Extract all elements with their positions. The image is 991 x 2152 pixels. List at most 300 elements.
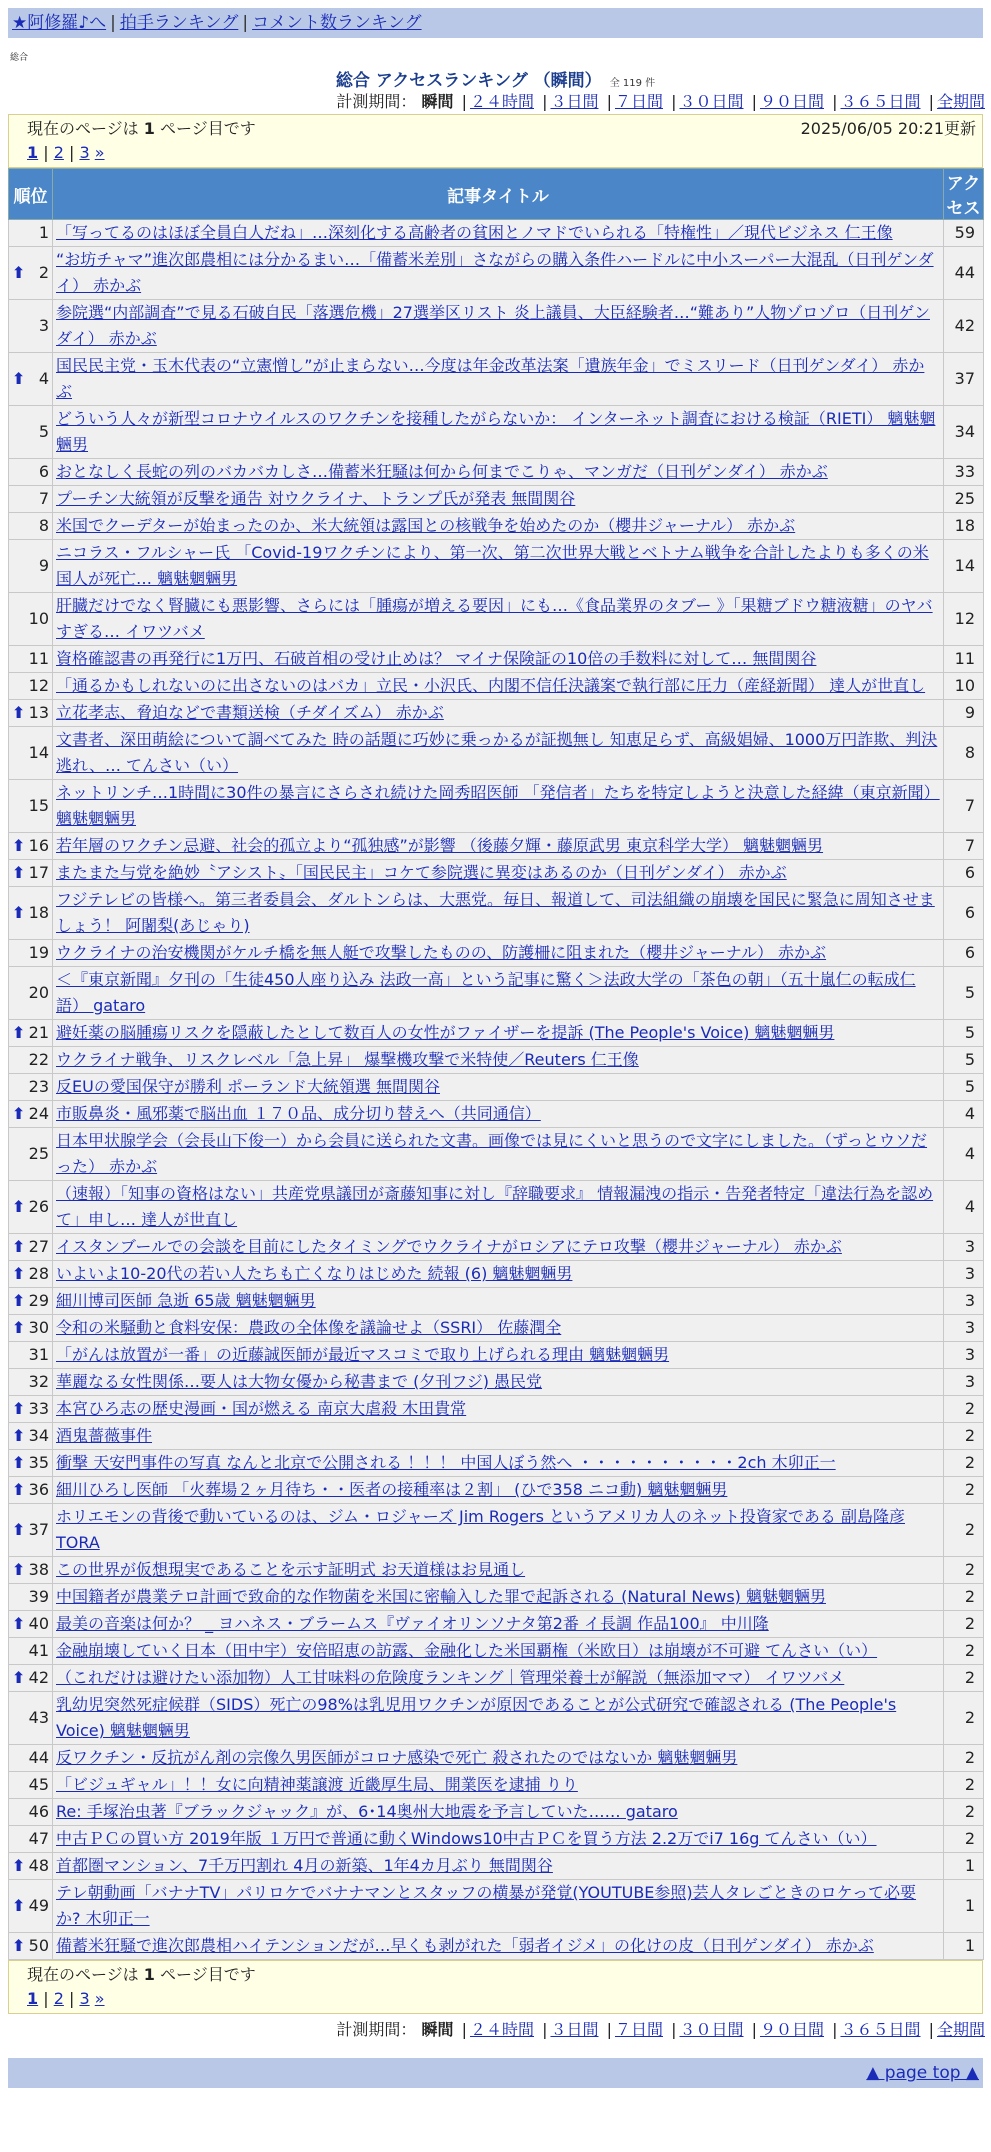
- rank-cell: [9, 300, 53, 353]
- title-cell: [53, 1584, 944, 1611]
- next-page-link[interactable]: »: [94, 1989, 105, 2008]
- access-count: 4: [944, 1101, 984, 1128]
- header-access: アクセス: [944, 169, 984, 220]
- article-title-link[interactable]: プーチン大統領が反撃を通告 対ウクライナ、トランプ氏が発表 無間関谷: [56, 489, 576, 508]
- table-row: [9, 1880, 984, 1933]
- table-row: [9, 1396, 984, 1423]
- rank-cell: [9, 1315, 53, 1342]
- article-title-link[interactable]: ＜『東京新聞』夕刊の「生徒450人座り込み 法政一高」という記事に驚く＞法政大学の「茶色の朝」（五十嵐仁の転成仁語） gataro: [56, 970, 916, 1015]
- article-title-link[interactable]: テレ朝動画「バナナTV」パリロケでバナナマンとスタッフの横暴が発覚(YOUTUBE参照)芸人タレごときのロケって必要か? 木卯正一: [56, 1883, 917, 1928]
- article-title-link[interactable]: 金融崩壊していく日本（田中宇）安倍昭恵の訪露、金融化した米国覇権（米欧日）は崩壊が不可避 てんさい（い）: [56, 1641, 878, 1660]
- rank-cell: [9, 1128, 53, 1181]
- page-link-1[interactable]: 1: [27, 143, 39, 162]
- rank-cell: [9, 1450, 53, 1477]
- article-title-link[interactable]: 最美の音楽は何か？ _ ヨハネス・ブラームス『ヴァイオリンソナタ第2番 イ長調 作品100』 中川隆: [56, 1614, 769, 1633]
- table-row: [9, 1477, 984, 1504]
- rank-number: 25: [28, 1144, 49, 1163]
- title-cell: [53, 540, 944, 593]
- title-cell: [53, 1477, 944, 1504]
- current-page-text: 現在のページは 1 ページ目です: [27, 1965, 256, 1984]
- access-count: 5: [944, 967, 984, 1020]
- rank-cell: [9, 513, 53, 540]
- article-title-link[interactable]: 「通るかもしれないのに出さないのはバカ」立民・小沢氏、内閣不信任決議案で執行部に圧力（産経新聞） 達人が世直し: [56, 676, 926, 695]
- rank-up-arrow-icon: ⬆: [12, 836, 26, 855]
- rank-cell: [9, 1423, 53, 1450]
- rank-cell: [9, 1880, 53, 1933]
- table-row: [9, 727, 984, 780]
- rank-up-arrow-icon: ⬆: [12, 1856, 26, 1875]
- article-title-link[interactable]: 酒鬼薔薇事件: [56, 1426, 153, 1445]
- rank-cell: [9, 593, 53, 646]
- article-title-link[interactable]: 衝撃 天安門事件の写真 なんと北京で公開される ！！！ 中国人ぼう然へ ・・・・・・・・・・2ch 木卯正一: [56, 1453, 836, 1472]
- rank-number: 5: [38, 422, 49, 441]
- table-row: [9, 673, 984, 700]
- title-cell: [53, 406, 944, 459]
- article-title-link[interactable]: 「がんは放置が一番」の近藤誠医師が最近マスコミで取り上げられる理由 魑魅魍魎男: [56, 1345, 670, 1364]
- rank-cell: [9, 700, 53, 727]
- title-cell: [53, 860, 944, 887]
- title-cell: [53, 1665, 944, 1692]
- top-navigation: [8, 8, 983, 38]
- rank-number: 16: [28, 836, 49, 855]
- article-title-link[interactable]: 肝臓だけでなく腎臓にも悪影響、さらには「腫瘍が増える要因」にも…《食品業界のタブー 》「果糖ブドウ糖液糖」のヤバすぎる… イワツバメ: [56, 596, 933, 641]
- next-page-link[interactable]: »: [94, 143, 105, 162]
- rank-number: 32: [28, 1372, 49, 1391]
- title-cell: [53, 1745, 944, 1772]
- header-rank: 順位: [9, 169, 53, 220]
- title-cell: [53, 593, 944, 646]
- access-count: 8: [944, 727, 984, 780]
- article-title-link[interactable]: 華麗なる女性関係…要人は大物女優から秘書まで (夕刊フジ) 愚民党: [56, 1372, 543, 1391]
- article-title-link[interactable]: 国民民主党・玉木代表の“立憲憎し”が止まらない…今度は年金改革法案「遺族年金」でミスリード（日刊ゲンダイ） 赤かぶ: [56, 356, 925, 401]
- pager-bottom: 現在のページは 1 ページ目です 1 | 2 | 3 »: [8, 1960, 983, 2014]
- rank-cell: [9, 540, 53, 593]
- rank-up-arrow-icon: ⬆: [12, 1264, 26, 1283]
- period-link-3d[interactable]: ３日間: [550, 92, 599, 111]
- article-title-link[interactable]: ホリエモンの背後で動いているのは、ジム・ロジャーズ Jim Rogers というアメリカ人のネット投資家である 副島隆彦 TORA: [56, 1507, 905, 1552]
- table-row: [9, 780, 984, 833]
- title-cell: [53, 1504, 944, 1557]
- article-title-link[interactable]: 反EUの愛国保守が勝利 ポーランド大統領選 無間関谷: [56, 1077, 440, 1096]
- access-count: 3: [944, 1315, 984, 1342]
- access-count: 12: [944, 593, 984, 646]
- rank-number: 35: [28, 1453, 49, 1472]
- article-title-link[interactable]: 首都圏マンション、7千万円割れ 4月の新築、1年4カ月ぶり 無間関谷: [56, 1856, 553, 1875]
- period-link-90d[interactable]: ９０日間: [759, 92, 824, 111]
- table-row: [9, 1423, 984, 1450]
- title-cell: [53, 247, 944, 300]
- rank-number: 43: [28, 1708, 49, 1727]
- access-count: 6: [944, 887, 984, 940]
- access-count: 2: [944, 1826, 984, 1853]
- rank-number: 50: [28, 1936, 49, 1955]
- category-label: 総合: [10, 53, 29, 63]
- table-row: [9, 700, 984, 727]
- access-count: 18: [944, 513, 984, 540]
- rank-number: 38: [28, 1560, 49, 1579]
- rank-cell: [9, 1020, 53, 1047]
- article-title-link[interactable]: ウクライナの治安機関がケルチ橋を無人艇で攻撃したものの、防護柵に阻まれた（櫻井ジャーナル） 赤かぶ: [56, 943, 827, 962]
- access-count: 3: [944, 1234, 984, 1261]
- access-count: 9: [944, 700, 984, 727]
- title-cell: [53, 780, 944, 833]
- rank-number: 37: [28, 1520, 49, 1539]
- rank-cell: [9, 1611, 53, 1638]
- table-row: [9, 1101, 984, 1128]
- title-cell: [53, 1423, 944, 1450]
- table-row: [9, 1692, 984, 1745]
- table-row: [9, 1853, 984, 1880]
- rank-cell: [9, 1288, 53, 1315]
- rank-up-arrow-icon: ⬆: [12, 1453, 26, 1472]
- rank-number: 34: [28, 1426, 49, 1445]
- title-cell: [53, 220, 944, 247]
- table-row: [9, 406, 984, 459]
- access-count: 1: [944, 1853, 984, 1880]
- rank-number: 45: [28, 1775, 49, 1794]
- page-top-link[interactable]: ▲ page top ▲: [866, 2063, 979, 2083]
- rank-cell: [9, 1853, 53, 1880]
- rank-cell: [9, 1101, 53, 1128]
- rank-cell: [9, 780, 53, 833]
- rank-up-arrow-icon: ⬆: [12, 1291, 26, 1310]
- rank-number: 7: [38, 489, 49, 508]
- period-selector-bottom: 計測期間： 瞬間 | ２４時間 | ３日間 | ７日間 | ３０日間 | ９０日間 | ３６５日間 | 全期間: [336, 2020, 985, 2039]
- rank-number: 6: [38, 462, 49, 481]
- title-cell: [53, 1933, 944, 1960]
- title-cell: [53, 1342, 944, 1369]
- rank-number: 24: [28, 1104, 49, 1123]
- period-current: 瞬間: [421, 92, 454, 111]
- article-title-link[interactable]: 米国でクーデターが始まったのか、米大統領は露国との核戦争を始めたのか（櫻井ジャーナル） 赤かぶ: [56, 516, 796, 535]
- rank-cell: [9, 887, 53, 940]
- title-cell: [53, 1074, 944, 1101]
- article-title-link[interactable]: 日本甲状腺学会（会長山下俊一）から会員に送られた文書。画像では見にくいと思うので文字にしました。（ずっとウソだった） 赤かぶ: [56, 1131, 928, 1176]
- nav-separator: |: [110, 13, 116, 33]
- access-count: 2: [944, 1584, 984, 1611]
- period-link-all[interactable]: 全期間: [936, 2020, 985, 2039]
- access-count: 5: [944, 1020, 984, 1047]
- period-link-90d[interactable]: ９０日間: [759, 2020, 824, 2039]
- rank-number: 4: [38, 369, 49, 388]
- rank-number: 15: [28, 796, 49, 815]
- rank-up-arrow-icon: ⬆: [12, 1237, 26, 1256]
- total-count: 全 119 件: [609, 78, 656, 89]
- table-row: [9, 1315, 984, 1342]
- table-row: [9, 887, 984, 940]
- page-link-2[interactable]: 2: [53, 143, 64, 162]
- article-title-link[interactable]: 若年層のワクチン忌避、社会的孤立より“孤独感”が影響 （後藤夕輝・藤原武男 東京科学大学） 魑魅魍魎男: [56, 836, 824, 855]
- rank-up-arrow-icon: ⬆: [12, 1936, 26, 1955]
- rank-cell: [9, 860, 53, 887]
- period-link-7d[interactable]: ７日間: [614, 2020, 663, 2039]
- rank-number: 17: [28, 863, 49, 882]
- page-link-2[interactable]: 2: [53, 1989, 64, 2008]
- access-count: 7: [944, 833, 984, 860]
- article-title-link[interactable]: いよいよ10-20代の若い人たちも亡くなりはじめた 続報 (6) 魑魅魍魎男: [56, 1264, 573, 1283]
- article-title-link[interactable]: 細川ひろし医師 「火葬場２ヶ月待ち・・医者の接種率は２割」 (ひで358 ニコ動) 魑魅魍魎男: [56, 1480, 728, 1499]
- table-row: [9, 1128, 984, 1181]
- rank-number: 49: [28, 1896, 49, 1915]
- article-title-link[interactable]: 反ワクチン・反抗がん剤の宗像久男医師がコロナ感染で死亡 殺されたのではないか 魑魅魍魎男: [56, 1748, 738, 1767]
- title-cell: [53, 700, 944, 727]
- table-row: [9, 1557, 984, 1584]
- rank-number: 28: [28, 1264, 49, 1283]
- period-label: 計測期間：: [336, 2020, 417, 2039]
- rank-up-arrow-icon: ⬆: [12, 863, 26, 882]
- title-cell: [53, 1261, 944, 1288]
- title-cell: [53, 727, 944, 780]
- access-count: 2: [944, 1557, 984, 1584]
- table-row: [9, 646, 984, 673]
- rank-cell: [9, 1692, 53, 1745]
- rank-number: 48: [28, 1856, 49, 1875]
- rank-up-arrow-icon: ⬆: [12, 1023, 26, 1042]
- article-title-link[interactable]: 参院選“内部調査”で見る石破自民「落選危機」27選挙区リスト 炎上議員、大臣経験者…“難あり”人物ゾロゾロ（日刊ゲンダイ） 赤かぶ: [56, 303, 930, 348]
- rank-number: 22: [28, 1050, 49, 1069]
- rank-up-arrow-icon: ⬆: [12, 263, 26, 282]
- article-title-link[interactable]: 「写ってるのはほぼ全員白人だね」…深刻化する高齢者の貧困とノマドでいられる「特権性」／現代ビジネス 仁王像: [56, 223, 893, 242]
- rank-up-arrow-icon: ⬆: [12, 1399, 26, 1418]
- article-title-link[interactable]: 乳幼児突然死症候群（SIDS）死亡の98%は乳児用ワクチンが原因であることが公式研究で確認される (The People's Voice) 魑魅魍魎男: [56, 1695, 897, 1740]
- access-count: 2: [944, 1638, 984, 1665]
- article-title-link[interactable]: （速報）「知事の資格はない」共産党県議団が斎藤知事に対し『辞職要求』 情報漏洩の指示・告発者特定「違法行為を認めて」申し… 達人が世直し: [56, 1184, 934, 1229]
- rank-cell: [9, 1234, 53, 1261]
- rank-up-arrow-icon: ⬆: [12, 1668, 26, 1687]
- access-count: 5: [944, 1074, 984, 1101]
- rank-cell: [9, 247, 53, 300]
- access-count: 37: [944, 353, 984, 406]
- title-cell: [53, 1181, 944, 1234]
- table-row: [9, 1369, 984, 1396]
- page-link-1[interactable]: 1: [27, 1989, 39, 2008]
- access-count: 1: [944, 1880, 984, 1933]
- title-cell: [53, 673, 944, 700]
- article-title-link[interactable]: 市販鼻炎・風邪薬で脳出血 １７０品、成分切り替えへ（共同通信）: [56, 1104, 541, 1123]
- rank-cell: [9, 1557, 53, 1584]
- rank-number: 18: [28, 903, 49, 922]
- rank-number: 14: [28, 743, 49, 762]
- period-link-24h[interactable]: ２４時間: [469, 2020, 534, 2039]
- article-title-link[interactable]: 避妊薬の脳腫瘍リスクを隠蔽したとして数百人の女性がファイザーを提訴 (The People's Voice) 魑魅魍魎男: [56, 1023, 835, 1042]
- rank-number: 1: [38, 223, 49, 242]
- rank-cell: [9, 1181, 53, 1234]
- rank-cell: [9, 353, 53, 406]
- period-link-7d[interactable]: ７日間: [614, 92, 663, 111]
- table-row: [9, 1181, 984, 1234]
- title-cell: [53, 1234, 944, 1261]
- rank-number: 11: [28, 649, 49, 668]
- rank-up-arrow-icon: ⬆: [12, 1426, 26, 1445]
- title-cell: [53, 300, 944, 353]
- table-header-row: [9, 169, 984, 220]
- rank-cell: [9, 646, 53, 673]
- table-row: [9, 593, 984, 646]
- article-title-link[interactable]: 文書者、深田萌絵について調べてみた 時の話題に巧妙に乗っかるが証拠無し 知恵足らず、高級娼婦、1000万円詐欺、判決逃れ、… てんさい（い）: [56, 730, 938, 775]
- access-count: 7: [944, 780, 984, 833]
- footer-bar: [8, 2058, 983, 2088]
- article-title-link[interactable]: “お坊チャマ”進次郎農相には分かるまい…「備蓄米差別」さながらの購入条件ハードルに中小スーパー大混乱（日刊ゲンダイ） 赤かぶ: [56, 250, 934, 295]
- rank-up-arrow-icon: ⬆: [12, 703, 26, 722]
- rank-up-arrow-icon: ⬆: [12, 1104, 26, 1123]
- rank-number: 44: [28, 1748, 49, 1767]
- access-count: 4: [944, 1181, 984, 1234]
- article-title-link[interactable]: 細川博司医師 急逝 65歳 魑魅魍魎男: [56, 1291, 316, 1310]
- title-cell: [53, 1315, 944, 1342]
- rank-up-arrow-icon: ⬆: [12, 1614, 26, 1633]
- rank-number: 12: [28, 676, 49, 695]
- article-title-link[interactable]: ニコラス・フルシャー氏 「Covid-19ワクチンにより、第一次、第二次世界大戦とベトナム戦争を合計したよりも多くの米国人が死亡… 魑魅魍魎男: [56, 543, 929, 588]
- article-title-link[interactable]: この世界が仮想現実であることを示す証明式 お天道様はお見通し: [56, 1560, 526, 1579]
- access-count: 3: [944, 1342, 984, 1369]
- access-count: 5: [944, 1047, 984, 1074]
- article-title-link[interactable]: 本宮ひろ志の歴史漫画・国が燃える 南京大虐殺 木田貴常: [56, 1399, 467, 1418]
- rank-up-arrow-icon: ⬆: [12, 1318, 26, 1337]
- article-title-link[interactable]: おとなしく長蛇の列のバカバカしさ…備蓄米狂騒は何から何までこりゃ、マンガだ（日刊ゲンダイ） 赤かぶ: [56, 462, 828, 481]
- rank-up-arrow-icon: ⬆: [12, 903, 26, 922]
- title-cell: [53, 1450, 944, 1477]
- rank-cell: [9, 1772, 53, 1799]
- table-row: [9, 1074, 984, 1101]
- access-count: 14: [944, 540, 984, 593]
- rank-number: 23: [28, 1077, 49, 1096]
- title-cell: [53, 1128, 944, 1181]
- article-title-link[interactable]: 令和の米騒動と食料安保：農政の全体像を議論せよ（SSRI） 佐藤潤全: [56, 1318, 562, 1337]
- title-cell: [53, 1880, 944, 1933]
- rank-number: 46: [28, 1802, 49, 1821]
- article-title-link[interactable]: 中国籍者が農業テロ計画で致命的な作物菌を米国に密輸入した罪で起訴される (Natural News) 魑魅魍魎男: [56, 1587, 826, 1606]
- rank-number: 39: [28, 1587, 49, 1606]
- rank-number: 40: [28, 1614, 49, 1633]
- article-title-link[interactable]: ウクライナ戦争、リスクレベル「急上昇」 爆撃機攻撃で米特使／Reuters 仁王像: [56, 1050, 639, 1069]
- rank-cell: [9, 1665, 53, 1692]
- title-cell: [53, 887, 944, 940]
- access-count: 2: [944, 1665, 984, 1692]
- rank-cell: [9, 1047, 53, 1074]
- page-link-3[interactable]: 3: [79, 143, 90, 162]
- access-count: 33: [944, 459, 984, 486]
- table-row: [9, 1504, 984, 1557]
- table-row: [9, 1799, 984, 1826]
- rank-cell: [9, 967, 53, 1020]
- current-page-text: 現在のページは 1 ページ目です: [27, 119, 256, 138]
- title-cell: [53, 459, 944, 486]
- rank-cell: [9, 406, 53, 459]
- title-cell: [53, 1638, 944, 1665]
- access-count: 11: [944, 646, 984, 673]
- period-link-3d[interactable]: ３日間: [550, 2020, 599, 2039]
- access-count: 2: [944, 1477, 984, 1504]
- table-row: [9, 1342, 984, 1369]
- article-title-link[interactable]: （これだけは避けたい添加物）人工甘味料の危険度ランキング｜管理栄養士が解説（無添加ママ） イワツバメ: [56, 1668, 845, 1687]
- access-count: 2: [944, 1772, 984, 1799]
- title-cell: [53, 1611, 944, 1638]
- rank-number: 10: [28, 609, 49, 628]
- access-count: 4: [944, 1128, 984, 1181]
- article-title-link[interactable]: 中古ＰＣの買い方 2019年版 １万円で普通に動くWindows10中古ＰＣを買う方法 2.2万でi7 16g てんさい（い）: [56, 1829, 877, 1848]
- table-row: [9, 1020, 984, 1047]
- updated-timestamp: 2025/06/05 20:21更新: [800, 119, 976, 138]
- period-link-24h[interactable]: ２４時間: [469, 92, 534, 111]
- article-title-link[interactable]: イスタンブールでの会談を目前にしたタイミングでウクライナがロシアにテロ攻撃（櫻井ジャーナル） 赤かぶ: [56, 1237, 842, 1256]
- applause-ranking-link[interactable]: 拍手ランキング: [119, 13, 239, 33]
- access-count: 25: [944, 486, 984, 513]
- rank-number: 3: [38, 316, 49, 335]
- article-title-link[interactable]: 備蓄米狂騒で進次郎農相ハイテンションだが…早くも剥がれた「弱者イジメ」の化けの皮（日刊ゲンダイ） 赤かぶ: [56, 1936, 874, 1955]
- title-cell: [53, 1557, 944, 1584]
- title-cell: [53, 1799, 944, 1826]
- nav-separator: |: [242, 13, 249, 33]
- article-title-link[interactable]: またまた与党を絶妙〝アシスト〟「国民民主」コケて参院選に異変はあるのか（日刊ゲンダイ） 赤かぶ: [56, 863, 787, 882]
- rank-cell: [9, 940, 53, 967]
- rank-cell: [9, 1342, 53, 1369]
- rank-cell: [9, 833, 53, 860]
- access-count: 59: [944, 220, 984, 247]
- page-link-3[interactable]: 3: [79, 1989, 90, 2008]
- title-cell: [53, 1101, 944, 1128]
- period-link-30d[interactable]: ３０日間: [679, 92, 744, 111]
- access-count: 10: [944, 673, 984, 700]
- period-link-all[interactable]: 全期間: [936, 92, 985, 111]
- rank-number: 9: [38, 556, 49, 575]
- table-row: [9, 513, 984, 540]
- period-link-30d[interactable]: ３０日間: [679, 2020, 744, 2039]
- title-cell: [53, 1772, 944, 1799]
- period-link-365d[interactable]: ３６５日間: [840, 2020, 921, 2039]
- article-title-link[interactable]: 「ビジュギャル」！！女に向精神薬譲渡 近畿厚生局、開業医を逮捕 りり: [56, 1775, 578, 1794]
- title-cell: [53, 967, 944, 1020]
- access-count: 44: [944, 247, 984, 300]
- rank-cell: [9, 1826, 53, 1853]
- article-title-link[interactable]: どういう人々が新型コロナウイルスのワクチンを接種したがらないか： インターネット調査における検証（RIETI） 魑魅魍魎男: [56, 409, 936, 454]
- title-cell: [53, 940, 944, 967]
- article-title-link[interactable]: ネットリンチ…1時間に30件の暴言にさらされ続けた岡秀昭医師 「発信者」たちを特定しようと決意した経緯（東京新聞） 魑魅魍魎男: [56, 783, 940, 828]
- rank-cell: [9, 220, 53, 247]
- rank-cell: [9, 1504, 53, 1557]
- table-row: [9, 1611, 984, 1638]
- home-link[interactable]: ★阿修羅♪へ: [12, 13, 107, 33]
- title-cell: [53, 1020, 944, 1047]
- access-count: 2: [944, 1692, 984, 1745]
- access-count: 42: [944, 300, 984, 353]
- article-title-link[interactable]: Re: 手塚治虫著『ブラックジャック』が、6･14奥州大地震を予言していた…… gataro: [56, 1802, 678, 1821]
- period-link-365d[interactable]: ３６５日間: [840, 92, 921, 111]
- access-count: 6: [944, 940, 984, 967]
- table-row: [9, 1772, 984, 1799]
- table-row: [9, 1665, 984, 1692]
- article-title-link[interactable]: 立花孝志、脅迫などで書類送検（チダイズム） 赤かぶ: [56, 703, 444, 722]
- rank-number: 20: [28, 983, 49, 1002]
- rank-cell: [9, 1584, 53, 1611]
- rank-up-arrow-icon: ⬆: [12, 1560, 26, 1579]
- ranking-table-body: [9, 220, 984, 1960]
- comment-ranking-link[interactable]: コメント数ランキング: [252, 13, 422, 33]
- table-row: [9, 459, 984, 486]
- table-row: [9, 1047, 984, 1074]
- rank-cell: [9, 1396, 53, 1423]
- pager-top: 現在のページは 1 ページ目です 2025/06/05 20:21更新 1 | 2 | 3 »: [8, 114, 983, 168]
- title-cell: [53, 486, 944, 513]
- table-row: [9, 1584, 984, 1611]
- rank-number: 33: [28, 1399, 49, 1418]
- rank-cell: [9, 1745, 53, 1772]
- article-title-link[interactable]: 資格確認書の再発行に1万円、石破首相の受け止めは？ マイナ保険証の10倍の手数料に対して… 無間関谷: [56, 649, 817, 668]
- access-count: 3: [944, 1288, 984, 1315]
- article-title-link[interactable]: フジテレビの皆様へ。第三者委員会、ダルトンらは、大悪党。毎日、報道して、司法組織の崩壊を国民に緊急に周知させましょう！ 阿闍梨(あじゃり): [56, 890, 935, 935]
- table-row: [9, 1288, 984, 1315]
- rank-number: 27: [28, 1237, 49, 1256]
- access-count: 2: [944, 1396, 984, 1423]
